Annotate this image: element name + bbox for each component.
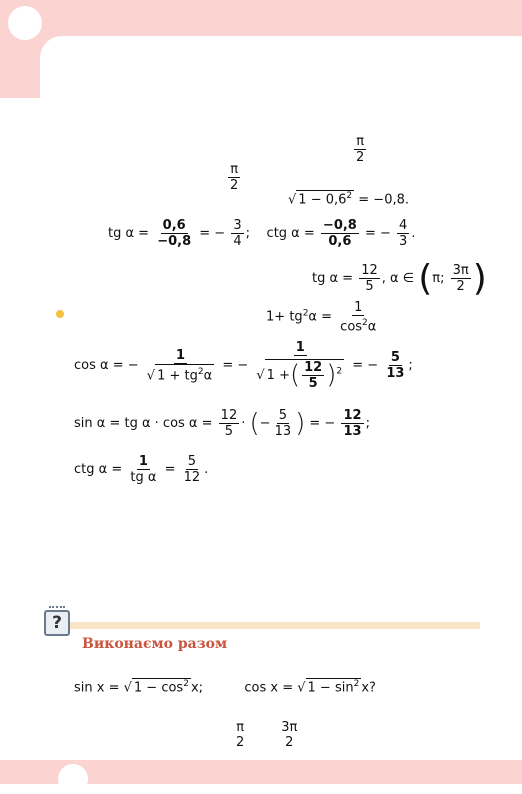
section-divider-bar xyxy=(68,622,480,629)
page-content-background xyxy=(40,36,522,98)
problem-interval-fracs: π 2 3π 2 xyxy=(236,720,298,750)
pi-half-right: $\frac{\pi}{2}$ xyxy=(356,134,365,165)
footer-circle-decoration xyxy=(58,764,88,794)
problem-formulas: sin x = √ $1 - \cos^2 x$; cos x = √ $1 - \sin^2 x$? xyxy=(74,679,376,696)
question-notepad-icon: ? xyxy=(44,610,70,636)
pi-half-left: $\frac{\pi}{2}$ xyxy=(230,162,239,193)
sin-derivation: sin α = tg α · cos α = $\frac{12}{5}$ · (− $\frac{5}{13}$ ) = − $\frac{12}{13}$ ; xyxy=(74,408,370,439)
section-title: Виконаємо разом xyxy=(82,636,228,652)
ctg-derivation: ctg α = $\frac{1}{\text{tg α}}$ = $\frac{5}{12}$ . xyxy=(74,454,209,485)
tg-ctg-line: tg α = $\frac{0,6}{-0,8}$ = − $\frac{3}{4}$ ; ctg α = $\frac{-0,8}{0,6}$ = − $\frac{4}{3}$ . xyxy=(108,218,416,249)
identity-formula: $1+ tg^2\alpha$ = $\frac{1}{\cos^2\alpha}$ xyxy=(266,300,377,335)
header-circle-decoration xyxy=(8,6,42,40)
given-condition: tg α = $\frac{12}{5}$ , α ∈ (π; $\frac{3\pi}{2}$ ) xyxy=(312,258,487,299)
cos-derivation: cos α = − $\frac{1}{√ 1 + tg^2\alpha}$ = − 1 √ 1 +( $\frac{12}{5}$ )$^2$ = − $\frac{5}{13}$ ; xyxy=(74,340,413,391)
bullet-dot-icon xyxy=(56,310,64,318)
sqrt-expression: √ $1 - 0,6^2 = -0,8$. xyxy=(288,191,410,208)
